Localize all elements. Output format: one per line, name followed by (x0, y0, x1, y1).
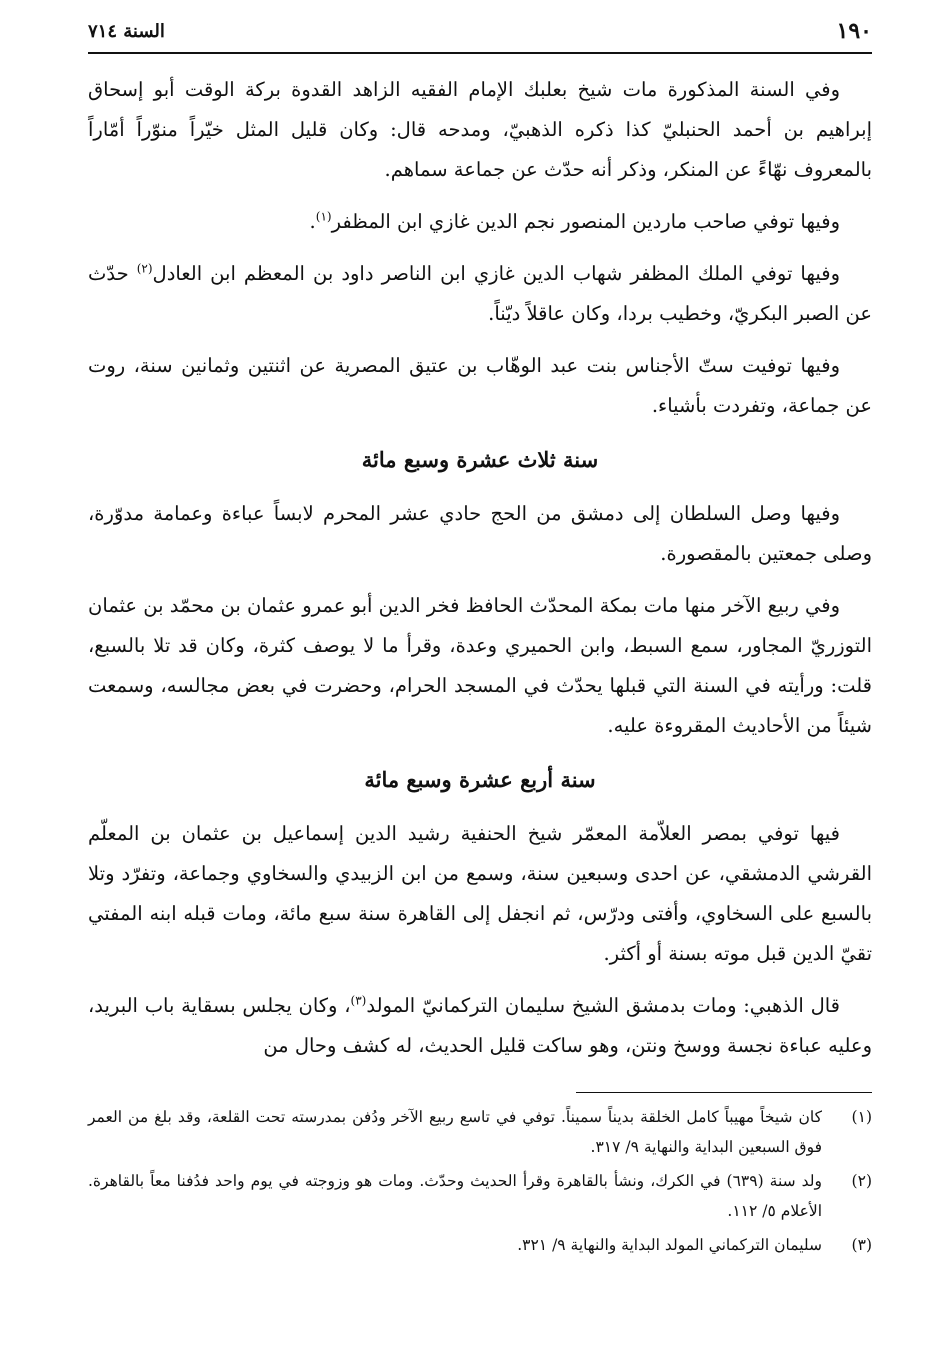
running-head (88, 14, 872, 48)
paragraph (88, 202, 872, 242)
footnote-text: سليمان التركماني المولد البداية والنهاية ٩/ ٣٢١. (517, 1236, 822, 1254)
footnote (88, 1166, 872, 1226)
main-text (88, 70, 872, 1078)
footnote-ref: (١) (315, 209, 332, 224)
section-heading: سنة ثلاث عشرة وسبع مائة (361, 447, 599, 472)
paragraph-text: . (309, 210, 316, 233)
paragraph (88, 986, 872, 1066)
paragraph-text: قال الذهبي: ومات بدمشق الشيخ سليمان التركمانيّ المولد (366, 994, 841, 1017)
running-title: السنة ٧١٤ (88, 20, 165, 42)
page-number: ١٩٠ (836, 18, 872, 44)
paragraph-text: ، وكان يجلس بسقاية باب البريد، وعليه عباءة نجسة ووسخ ونتن، وهو ساكت قليل الحديث، له كشف وحال من (88, 994, 872, 1057)
paragraph (88, 254, 872, 334)
footnote (88, 1102, 872, 1162)
footnote-ref: (٢) (136, 261, 153, 276)
section-heading: سنة أربع عشرة وسبع مائة (364, 767, 596, 792)
footnote-number: (٣) (851, 1236, 872, 1254)
footnote-text: كان شيخاً مهيباً كامل الخلقة بديناً سميناً. توفي في تاسع ربيع الآخر ودُفن بمدرسته تحت القلعة، وقد بلغ من العمر فوق السبعين البداية والنهاية ٩/ ٣١٧. (88, 1108, 822, 1156)
paragraph: وفي السنة المذكورة مات شيخ بعلبك الإمام الفقيه الزاهد القدوة بركة الوقت أبو إسحاق إبراهيم بن أحمد الحنبليّ كذا ذكره الذهبيّ، ومدحه قال: وكان قليل المثل خيّراً منوّراً أمّاراً بالمعروف نهّاءً عن المنكر، وذكر أنه حدّث عن جماعة سماهم. (88, 78, 872, 181)
footnote (88, 1230, 872, 1260)
paragraph-text: وفيها توفي صاحب ماردين المنصور نجم الدين غازي ابن المظفر (331, 210, 840, 233)
paragraph-text: وفيها توفي الملك المظفر شهاب الدين غازي ابن الناصر داود بن المعظم ابن العادل (152, 262, 840, 285)
paragraph: وفيها وصل السلطان إلى دمشق من الحج حادي عشر المحرم لابساً عباءة وعمامة مدوّرة، وصلى جمعتين بالمقصورة. (88, 502, 872, 565)
footnote-number: (١) (851, 1108, 872, 1126)
footnote-ref: (٣) (350, 993, 367, 1008)
footnote-text: ولد سنة (٦٣٩) في الكرك، ونشأ بالقاهرة وقرأ الحديث وحدّث. ومات هو وزوجته في يوم واحد فدُفنا معاً بالقاهرة. الأعلام ٥/ ١١٢. (88, 1172, 822, 1220)
footnotes (88, 1102, 872, 1264)
footnote-rule (576, 1092, 872, 1093)
book-page (88, 0, 872, 1367)
paragraph: فيها توفي بمصر العلاّمة المعمّر شيخ الحنفية رشيد الدين إسماعيل بن عثمان بن المعلّم القرشي الدمشقي، عن احدى وسبعين سنة، وسمع من ابن الزبيدي والسخاوي وجماعة، وتفرّد وتلا بالسبع على السخاوي، وأفتى ودرّس، ثم انجفل إلى القاهرة سنة سبع مائة، ومات قبله ابنه المفتي تقيّ الدين قبل موته بسنة أو أكثر. (88, 822, 872, 965)
paragraph-text: حدّث عن الصبر البكريّ، وخطيب بردا، وكان عاقلاً ديّناً. (88, 262, 872, 325)
header-rule (88, 52, 872, 54)
paragraph: وفي ربيع الآخر منها مات بمكة المحدّث الحافظ فخر الدين أبو عمرو عثمان بن محمّد بن عثمان التوزريّ المجاور، سمع السبط، وابن الحميري وعدة، وقرأ ما لا يوصف كثرة، وكان قد تلا بالسبع، قلت: ورأيته في السنة التي قبلها يحدّث في المسجد الحرام، وحضرت في بعض مجالسه، وسمعت شيئاً من الأحاديث المقروءة عليه. (88, 594, 872, 737)
footnote-number: (٢) (851, 1172, 872, 1190)
paragraph: وفيها توفيت ستّ الأجناس بنت عبد الوهّاب بن عتيق المصرية عن اثنتين وثمانين سنة، روت عن جماعة، وتفردت بأشياء. (88, 354, 872, 417)
